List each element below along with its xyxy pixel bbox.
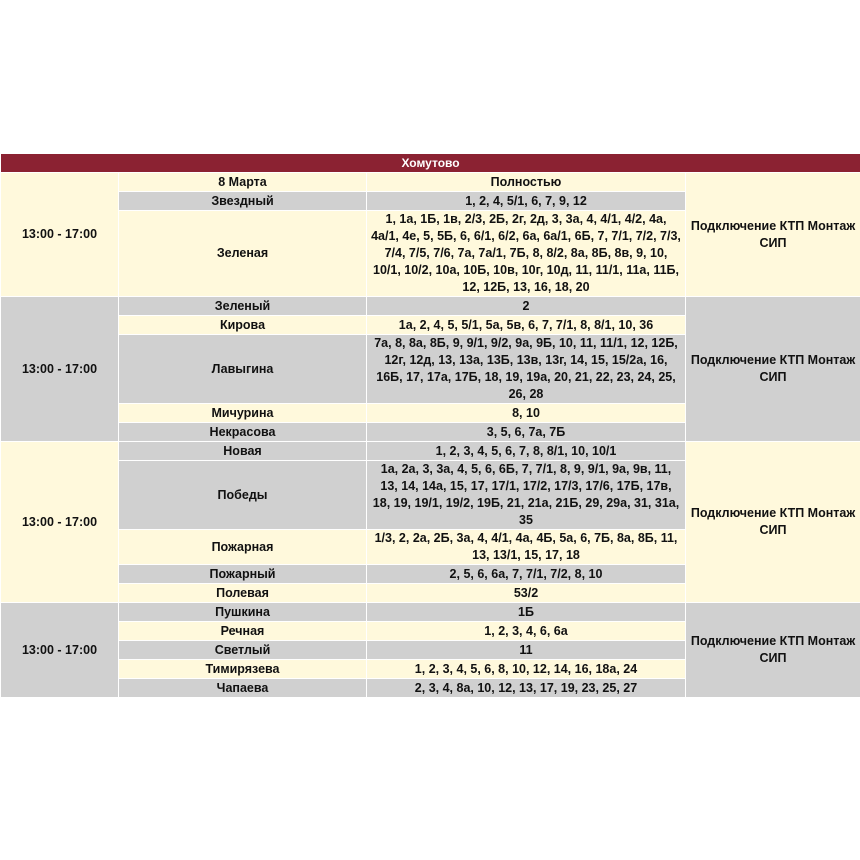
- houses-cell: 1, 2, 4, 5/1, 6, 7, 9, 12: [367, 192, 686, 211]
- street-cell: Пожарная: [119, 530, 367, 565]
- outage-schedule: [0, 153, 860, 698]
- street-cell: Лавыгина: [119, 335, 367, 404]
- houses-cell: 1Б: [367, 603, 686, 622]
- houses-cell: 11: [367, 641, 686, 660]
- houses-cell: 2, 3, 4, 8а, 10, 12, 13, 17, 19, 23, 25, 27: [367, 679, 686, 698]
- street-cell: Кирова: [119, 316, 367, 335]
- houses-cell: 1, 2, 3, 4, 6, 6а: [367, 622, 686, 641]
- table-row: [1, 442, 860, 461]
- time-cell: 13:00 - 17:00: [1, 603, 119, 698]
- settlement-title: Хомутово: [1, 154, 860, 173]
- street-cell: Тимирязева: [119, 660, 367, 679]
- houses-cell: 53/2: [367, 584, 686, 603]
- street-cell: Пушкина: [119, 603, 367, 622]
- table-row: [1, 173, 860, 192]
- street-cell: Пожарный: [119, 565, 367, 584]
- houses-cell: 1/3, 2, 2а, 2Б, 3а, 4, 4/1, 4а, 4Б, 5а, 6, 7Б, 8а, 8Б, 11, 13, 13/1, 15, 17, 18: [367, 530, 686, 565]
- street-cell: Победы: [119, 461, 367, 530]
- reason-cell: Подключение КТП Монтаж СИП: [686, 603, 860, 698]
- houses-cell: 2, 5, 6, 6а, 7, 7/1, 7/2, 8, 10: [367, 565, 686, 584]
- time-cell: 13:00 - 17:00: [1, 173, 119, 297]
- houses-cell: 7а, 8, 8а, 8Б, 9, 9/1, 9/2, 9а, 9Б, 10, 11, 11/1, 12, 12Б, 12г, 12д, 13, 13а, 13Б, 13в, 13г, 14, 15, 15/2а, 16, 16Б, 17, 17а, 17Б, 18, 19, 19а, 20, 21, 22, 23, 24, 25, 26, 28: [367, 335, 686, 404]
- time-cell: 13:00 - 17:00: [1, 297, 119, 442]
- houses-cell: 1а, 2, 4, 5, 5/1, 5а, 5в, 6, 7, 7/1, 8, 8/1, 10, 36: [367, 316, 686, 335]
- street-cell: Звездный: [119, 192, 367, 211]
- houses-cell: 1а, 2а, 3, 3а, 4, 5, 6, 6Б, 7, 7/1, 8, 9, 9/1, 9а, 9в, 11, 13, 14, 14а, 15, 17, 17/1, 17/2, 17/3, 17/6, 17Б, 17в, 18, 19, 19/1, 19/2, 19Б, 21, 21а, 21Б, 29, 29а, 31, 31а, 35: [367, 461, 686, 530]
- table-row: [1, 603, 860, 622]
- street-cell: Зеленый: [119, 297, 367, 316]
- street-cell: Полевая: [119, 584, 367, 603]
- houses-cell: 8, 10: [367, 404, 686, 423]
- street-cell: Речная: [119, 622, 367, 641]
- street-cell: Зеленая: [119, 211, 367, 297]
- street-cell: Светлый: [119, 641, 367, 660]
- houses-cell: 3, 5, 6, 7а, 7Б: [367, 423, 686, 442]
- houses-cell: 1, 1а, 1Б, 1в, 2/3, 2Б, 2г, 2д, 3, 3а, 4, 4/1, 4/2, 4а, 4а/1, 4е, 5, 5Б, 6, 6/1, 6/2, 6а, 6а/1, 6Б, 7, 7/1, 7/2, 7/3, 7/4, 7/5, 7/6, 7а, 7а/1, 7Б, 8, 8/2, 8а, 8Б, 8в, 9, 10, 10/1, 10/2, 10а, 10Б, 10в, 10г, 10д, 11, 11/1, 11а, 11Б, 12, 12Б, 13, 16, 18, 20: [367, 211, 686, 297]
- houses-cell: 1, 2, 3, 4, 5, 6, 7, 8, 8/1, 10, 10/1: [367, 442, 686, 461]
- houses-cell: Полностью: [367, 173, 686, 192]
- schedule-table: [0, 153, 860, 698]
- reason-cell: Подключение КТП Монтаж СИП: [686, 173, 860, 297]
- time-cell: 13:00 - 17:00: [1, 442, 119, 603]
- street-cell: Новая: [119, 442, 367, 461]
- reason-cell: Подключение КТП Монтаж СИП: [686, 297, 860, 442]
- street-cell: Мичурина: [119, 404, 367, 423]
- table-title-row: [1, 154, 860, 173]
- reason-cell: Подключение КТП Монтаж СИП: [686, 442, 860, 603]
- houses-cell: 1, 2, 3, 4, 5, 6, 8, 10, 12, 14, 16, 18а, 24: [367, 660, 686, 679]
- street-cell: Чапаева: [119, 679, 367, 698]
- street-cell: Некрасова: [119, 423, 367, 442]
- table-row: [1, 297, 860, 316]
- houses-cell: 2: [367, 297, 686, 316]
- street-cell: 8 Марта: [119, 173, 367, 192]
